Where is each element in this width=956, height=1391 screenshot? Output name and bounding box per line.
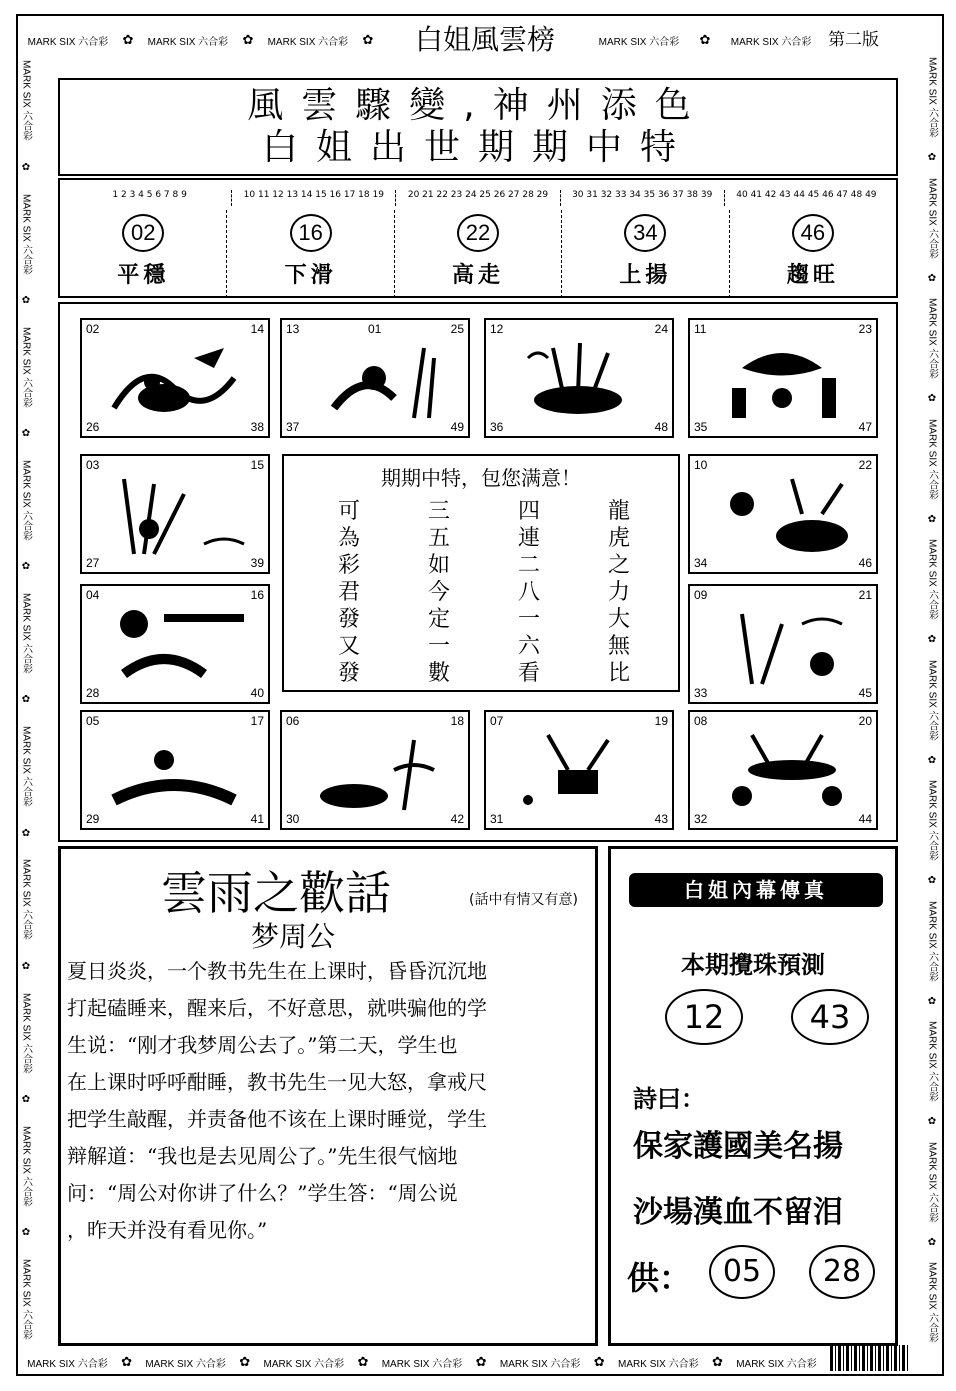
zodiac-card: [688, 454, 878, 574]
pick-number: 22: [457, 214, 499, 252]
center-poem-box: [282, 454, 680, 692]
pick-number: 46: [792, 214, 834, 252]
card-number: 03: [86, 458, 100, 472]
card-number: 36: [490, 420, 504, 434]
side-tips-box: [608, 846, 898, 1346]
story-subtitle: (話中有情又有意): [469, 892, 578, 908]
story-line: 问：“周公对你讲了什么？”学生答：“周公说: [67, 1181, 458, 1205]
story-line: 把学生敲醒，并责备他不该在上课时睡觉，学生: [67, 1107, 487, 1131]
card-number: 47: [858, 420, 872, 434]
card-number: 19: [654, 714, 668, 728]
card-number: 06: [286, 714, 300, 728]
story-title: 雲雨之歡話: [161, 866, 391, 920]
zodiac-card: [484, 318, 674, 438]
pick-word: 高走: [452, 263, 505, 288]
center-poem-column: 三 五 如 今 定 一 數: [427, 499, 450, 686]
card-number: 04: [86, 588, 100, 602]
card-number: 10: [694, 458, 708, 472]
number-picks-box: [58, 178, 898, 298]
zodiac-card: [688, 318, 878, 438]
poem-line: 保家護國美名揚: [633, 1129, 843, 1164]
story-box: [58, 846, 598, 1346]
card-number: 26: [86, 420, 100, 434]
card-number: 18: [450, 714, 464, 728]
card-number: 29: [86, 812, 100, 826]
border-strip-right: MARK SIX 六合彩 ✿ MARK SIX 六合彩 ✿ MARK SIX 六合彩 ✿ MARK SIX 六合彩 ✿ MARK SIX 六合彩 ✿ MARK SIX 六合彩 ✿ MARK SIX 六合彩 ✿ MARK SIX 六合彩 ✿ MARK SIX 六合彩 ✿ MARK SIX 六合彩 ✿ MARK SIX 六合彩: [926, 57, 938, 1343]
card-number: 30: [286, 812, 300, 826]
story-line: 在上课时呼呼酣睡，教书先生一见大怒，拿戒尺: [67, 1070, 487, 1094]
card-number: 01: [368, 322, 382, 336]
card-number: 02: [86, 322, 100, 336]
card-number: 07: [490, 714, 504, 728]
zodiac-card: [80, 454, 270, 574]
card-number: 13: [286, 322, 300, 336]
slogan-line-2: 白姐出世期期中特: [261, 127, 694, 168]
card-number: 22: [858, 458, 872, 472]
ink-painting-illustration: [712, 604, 858, 688]
card-number: 25: [450, 322, 464, 336]
story-line: 夏日炎炎，一个教书先生在上课时，昏昏沉沉地: [67, 959, 487, 983]
picks-row: [60, 210, 896, 298]
pick-word: 上揚: [619, 263, 672, 288]
forecast-number: 43: [791, 989, 869, 1045]
card-number: 38: [250, 420, 264, 434]
card-number: 14: [250, 322, 264, 336]
ink-painting-illustration: [104, 474, 250, 558]
story-line: ，昨天并没有看见你。”: [67, 1218, 268, 1242]
ink-painting-illustration: [712, 730, 858, 814]
edition-label: 第二版: [828, 30, 879, 50]
card-number: 20: [858, 714, 872, 728]
ink-painting-illustration: [104, 730, 250, 814]
card-number: 09: [694, 588, 708, 602]
number-strip-group: 40 41 42 43 44 45 46 47 48 49: [736, 190, 877, 200]
card-number: 12: [490, 322, 504, 336]
card-number: 05: [86, 714, 100, 728]
number-strip-group: 10 11 12 13 14 15 16 17 18 19: [232, 190, 396, 206]
zodiac-card: [80, 710, 270, 830]
card-number: 45: [858, 686, 872, 700]
card-number: 23: [858, 322, 872, 336]
card-number: 43: [654, 812, 668, 826]
ink-painting-illustration: [508, 730, 654, 814]
card-number: 49: [450, 420, 464, 434]
number-strip-group: 1 2 3 4 5 6 7 8 9: [68, 190, 232, 206]
card-number: 48: [654, 420, 668, 434]
card-number: 16: [250, 588, 264, 602]
card-number: 08: [694, 714, 708, 728]
center-poem-head: 期期中特，包您满意！: [381, 466, 581, 490]
border-strip-top-right: MARK SIX 六合彩 ✿ MARK SIX 六合彩: [598, 32, 812, 48]
card-number: 39: [250, 556, 264, 570]
ink-painting-illustration: [508, 338, 654, 422]
card-number: 37: [286, 420, 300, 434]
card-number: 21: [858, 588, 872, 602]
card-number: 40: [250, 686, 264, 700]
pick-number: 16: [290, 214, 332, 252]
zodiac-card: [80, 318, 270, 438]
ink-painting-illustration: [712, 338, 858, 422]
story-line: 打起磕睡来，醒来后，不好意思，就哄骗他的学: [67, 996, 487, 1020]
card-number: 31: [490, 812, 504, 826]
card-number: 32: [694, 812, 708, 826]
forecast-number: 12: [665, 989, 743, 1045]
card-number: 15: [250, 458, 264, 472]
inside-info-banner: 白姐內幕傳真: [629, 873, 883, 907]
supply-number: 28: [809, 1245, 875, 1299]
pick-item: [60, 210, 227, 298]
card-number: 27: [86, 556, 100, 570]
zodiac-card: [688, 584, 878, 704]
pick-item: [730, 210, 896, 298]
story-line: 生说：“刚才我梦周公去了。”第二天，学生也: [67, 1033, 458, 1057]
poem-label: 詩曰：: [633, 1085, 705, 1113]
pick-word: 下滑: [284, 263, 337, 288]
card-number: 46: [858, 556, 872, 570]
pick-item: [562, 210, 729, 298]
center-poem-column: 可 為 彩 君 發 又 發: [337, 499, 360, 686]
pick-word: 平穩: [117, 263, 170, 288]
slogan-line-1: 風雲驟變,神州添色: [247, 85, 709, 126]
ink-painting-illustration: [104, 338, 250, 422]
card-number: 44: [858, 812, 872, 826]
card-number: 28: [86, 686, 100, 700]
card-number: 41: [250, 812, 264, 826]
pick-number: 02: [122, 214, 164, 252]
ink-painting-illustration: [304, 338, 450, 422]
border-strip-left: MARK SIX 六合彩 ✿ MARK SIX 六合彩 ✿ MARK SIX 六合彩 ✿ MARK SIX 六合彩 ✿ MARK SIX 六合彩 ✿ MARK SIX 六合彩 ✿ MARK SIX 六合彩 ✿ MARK SIX 六合彩 ✿ MARK SIX 六合彩 ✿ MARK SIX 六合彩: [20, 60, 32, 1340]
pick-item: [227, 210, 394, 298]
ink-painting-illustration: [104, 604, 250, 688]
zodiac-grid: [58, 302, 898, 842]
story-heading: 梦周公: [251, 920, 336, 953]
pick-number: 34: [624, 214, 666, 252]
card-number: 42: [450, 812, 464, 826]
pick-word: 趨旺: [786, 263, 839, 288]
card-number: 11: [694, 322, 707, 336]
ink-painting-illustration: [304, 730, 450, 814]
barcode: [830, 1345, 910, 1371]
card-number: 34: [694, 556, 708, 570]
center-poem-column: 四 連 二 八 一 六 看: [517, 499, 540, 686]
border-strip-bottom: MARK SIX 六合彩 ✿ MARK SIX 六合彩 ✿ MARK SIX 六合彩 ✿ MARK SIX 六合彩 ✿ MARK SIX 六合彩 ✿ MARK SIX 六合彩 ✿ MARK SIX 六合彩: [27, 1354, 817, 1370]
zodiac-card: [280, 318, 470, 438]
number-strip-group: 30 31 32 33 34 35 36 37 38 39: [561, 190, 725, 206]
zodiac-card: [280, 710, 470, 830]
supply-number: 05: [709, 1245, 775, 1299]
border-strip-top: MARK SIX 六合彩 ✿ MARK SIX 六合彩 ✿ MARK SIX 六合彩 ✿: [27, 32, 374, 48]
card-number: 17: [250, 714, 264, 728]
poem-line: 沙場漢血不留泪: [633, 1195, 843, 1230]
zodiac-card: [80, 584, 270, 704]
page-title: 白姐風雲榜: [414, 23, 555, 56]
center-poem-columns: [334, 498, 634, 688]
number-strip-group: 20 21 22 23 24 25 26 27 28 29: [396, 190, 560, 206]
story-line: 辩解道：“我也是去见周公了。”先生很气恼地: [67, 1144, 458, 1168]
center-poem-column: 龍 虎 之 力 大 無 比: [607, 499, 630, 686]
card-number: 24: [654, 322, 668, 336]
supply-label: 供：: [627, 1259, 692, 1297]
slogan-box: [58, 78, 898, 176]
card-number: 33: [694, 686, 708, 700]
number-strip: [68, 190, 888, 206]
card-number: 35: [694, 420, 708, 434]
zodiac-card: [484, 710, 674, 830]
ink-painting-illustration: [712, 474, 858, 558]
story-body: [67, 953, 595, 1249]
pick-item: [395, 210, 562, 298]
forecast-label: 本期攪珠預測: [681, 951, 825, 979]
zodiac-card: [688, 710, 878, 830]
